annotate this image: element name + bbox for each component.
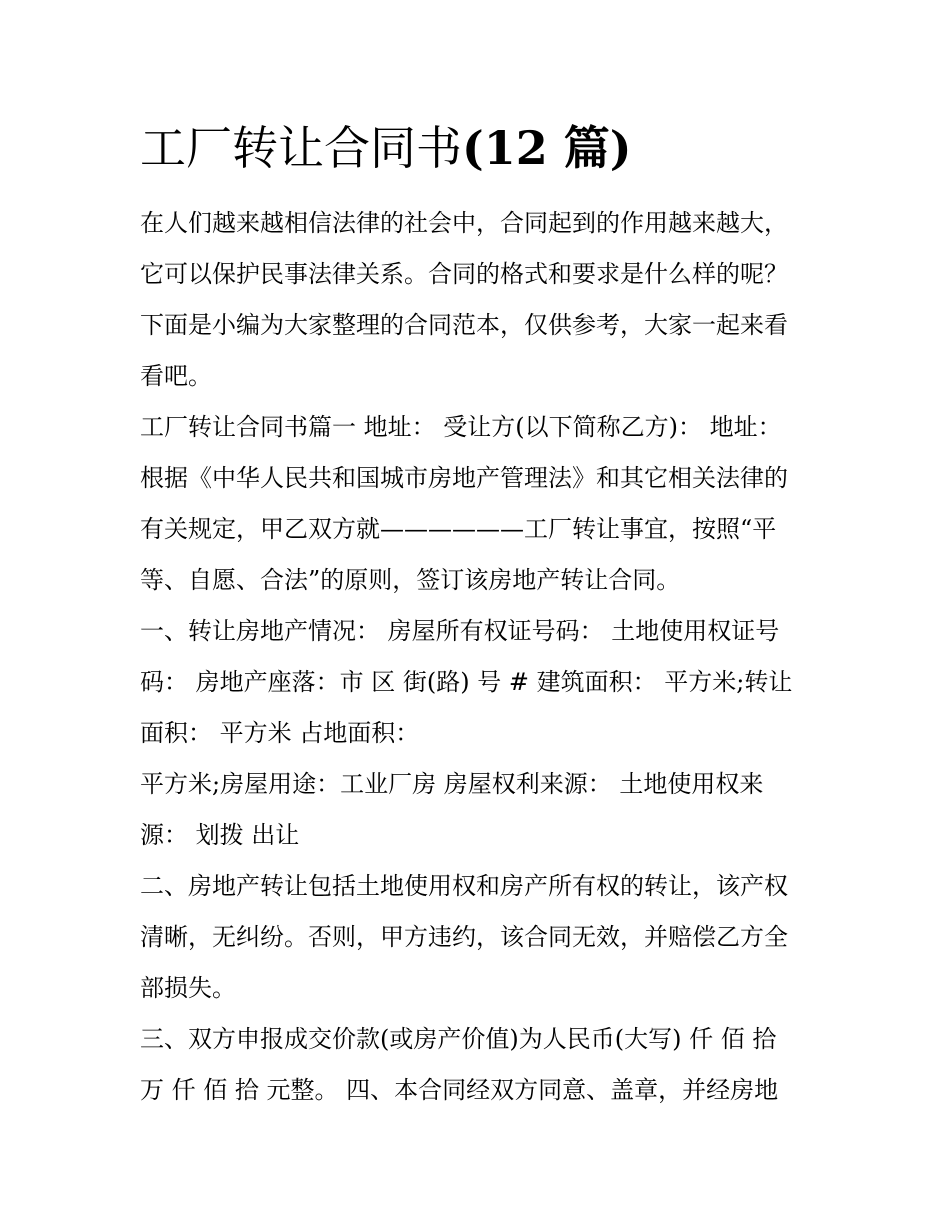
paragraph-line: 工厂转让合同书篇一 地址： 受让方(以下简称乙方)： 地址： [140,413,782,441]
paragraph-line: 它可以保护民事法律关系。合同的格式和要求是什么样的呢？ [140,260,788,288]
document-title [140,118,632,178]
paragraph-line: 平方米;房屋用途：工业厂房 房屋权利来源： 土地使用权来 [140,770,764,798]
paragraph-line: 二、房地产转让包括土地使用权和房产所有权的转让，该产权 [140,872,788,900]
paragraph-line: 一、转让房地产情况： 房屋所有权证号码： 土地使用权证号 [140,617,780,645]
paragraph-line: 面积： 平方米 占地面积： [140,719,420,747]
paragraph-line: 三、双方申报成交价款(或房产价值)为人民币(大写) 仟 佰 拾 [140,1025,777,1053]
paragraph-line: 下面是小编为大家整理的合同范本，仅供参考，大家一起来看 [140,311,788,339]
paragraph-line: 源： 划拨 出让 [140,821,300,849]
title-count-text: (12 篇) [462,121,632,175]
paragraph-line: 万 仟 佰 拾 元整。 四、本合同经双方同意、盖章，并经房地 [140,1076,779,1104]
paragraph-line: 等、自愿、合法”的原则，签订该房地产转让合同。 [140,566,681,594]
title-main-text: 工厂转让合同书 [140,121,462,175]
paragraph-line: 在人们越来越相信法律的社会中，合同起到的作用越来越大， [140,209,788,237]
paragraph-line: 部损失。 [140,974,236,1002]
paragraph-line: 有关规定，甲乙双方就——————工厂转让事宜，按照“平 [140,515,777,543]
document-body [140,198,830,1116]
paragraph-line: 清晰，无纠纷。否则，甲方违约，该合同无效，并赔偿乙方全 [140,923,788,951]
paragraph-line: 看吧。 [140,362,212,390]
paragraph-line: 根据《中华人民共和国城市房地产管理法》和其它相关法律的 [140,464,788,492]
paragraph-line: 码： 房地产座落：市 区 街(路) 号 # 建筑面积： 平方米;转让 [140,668,793,696]
